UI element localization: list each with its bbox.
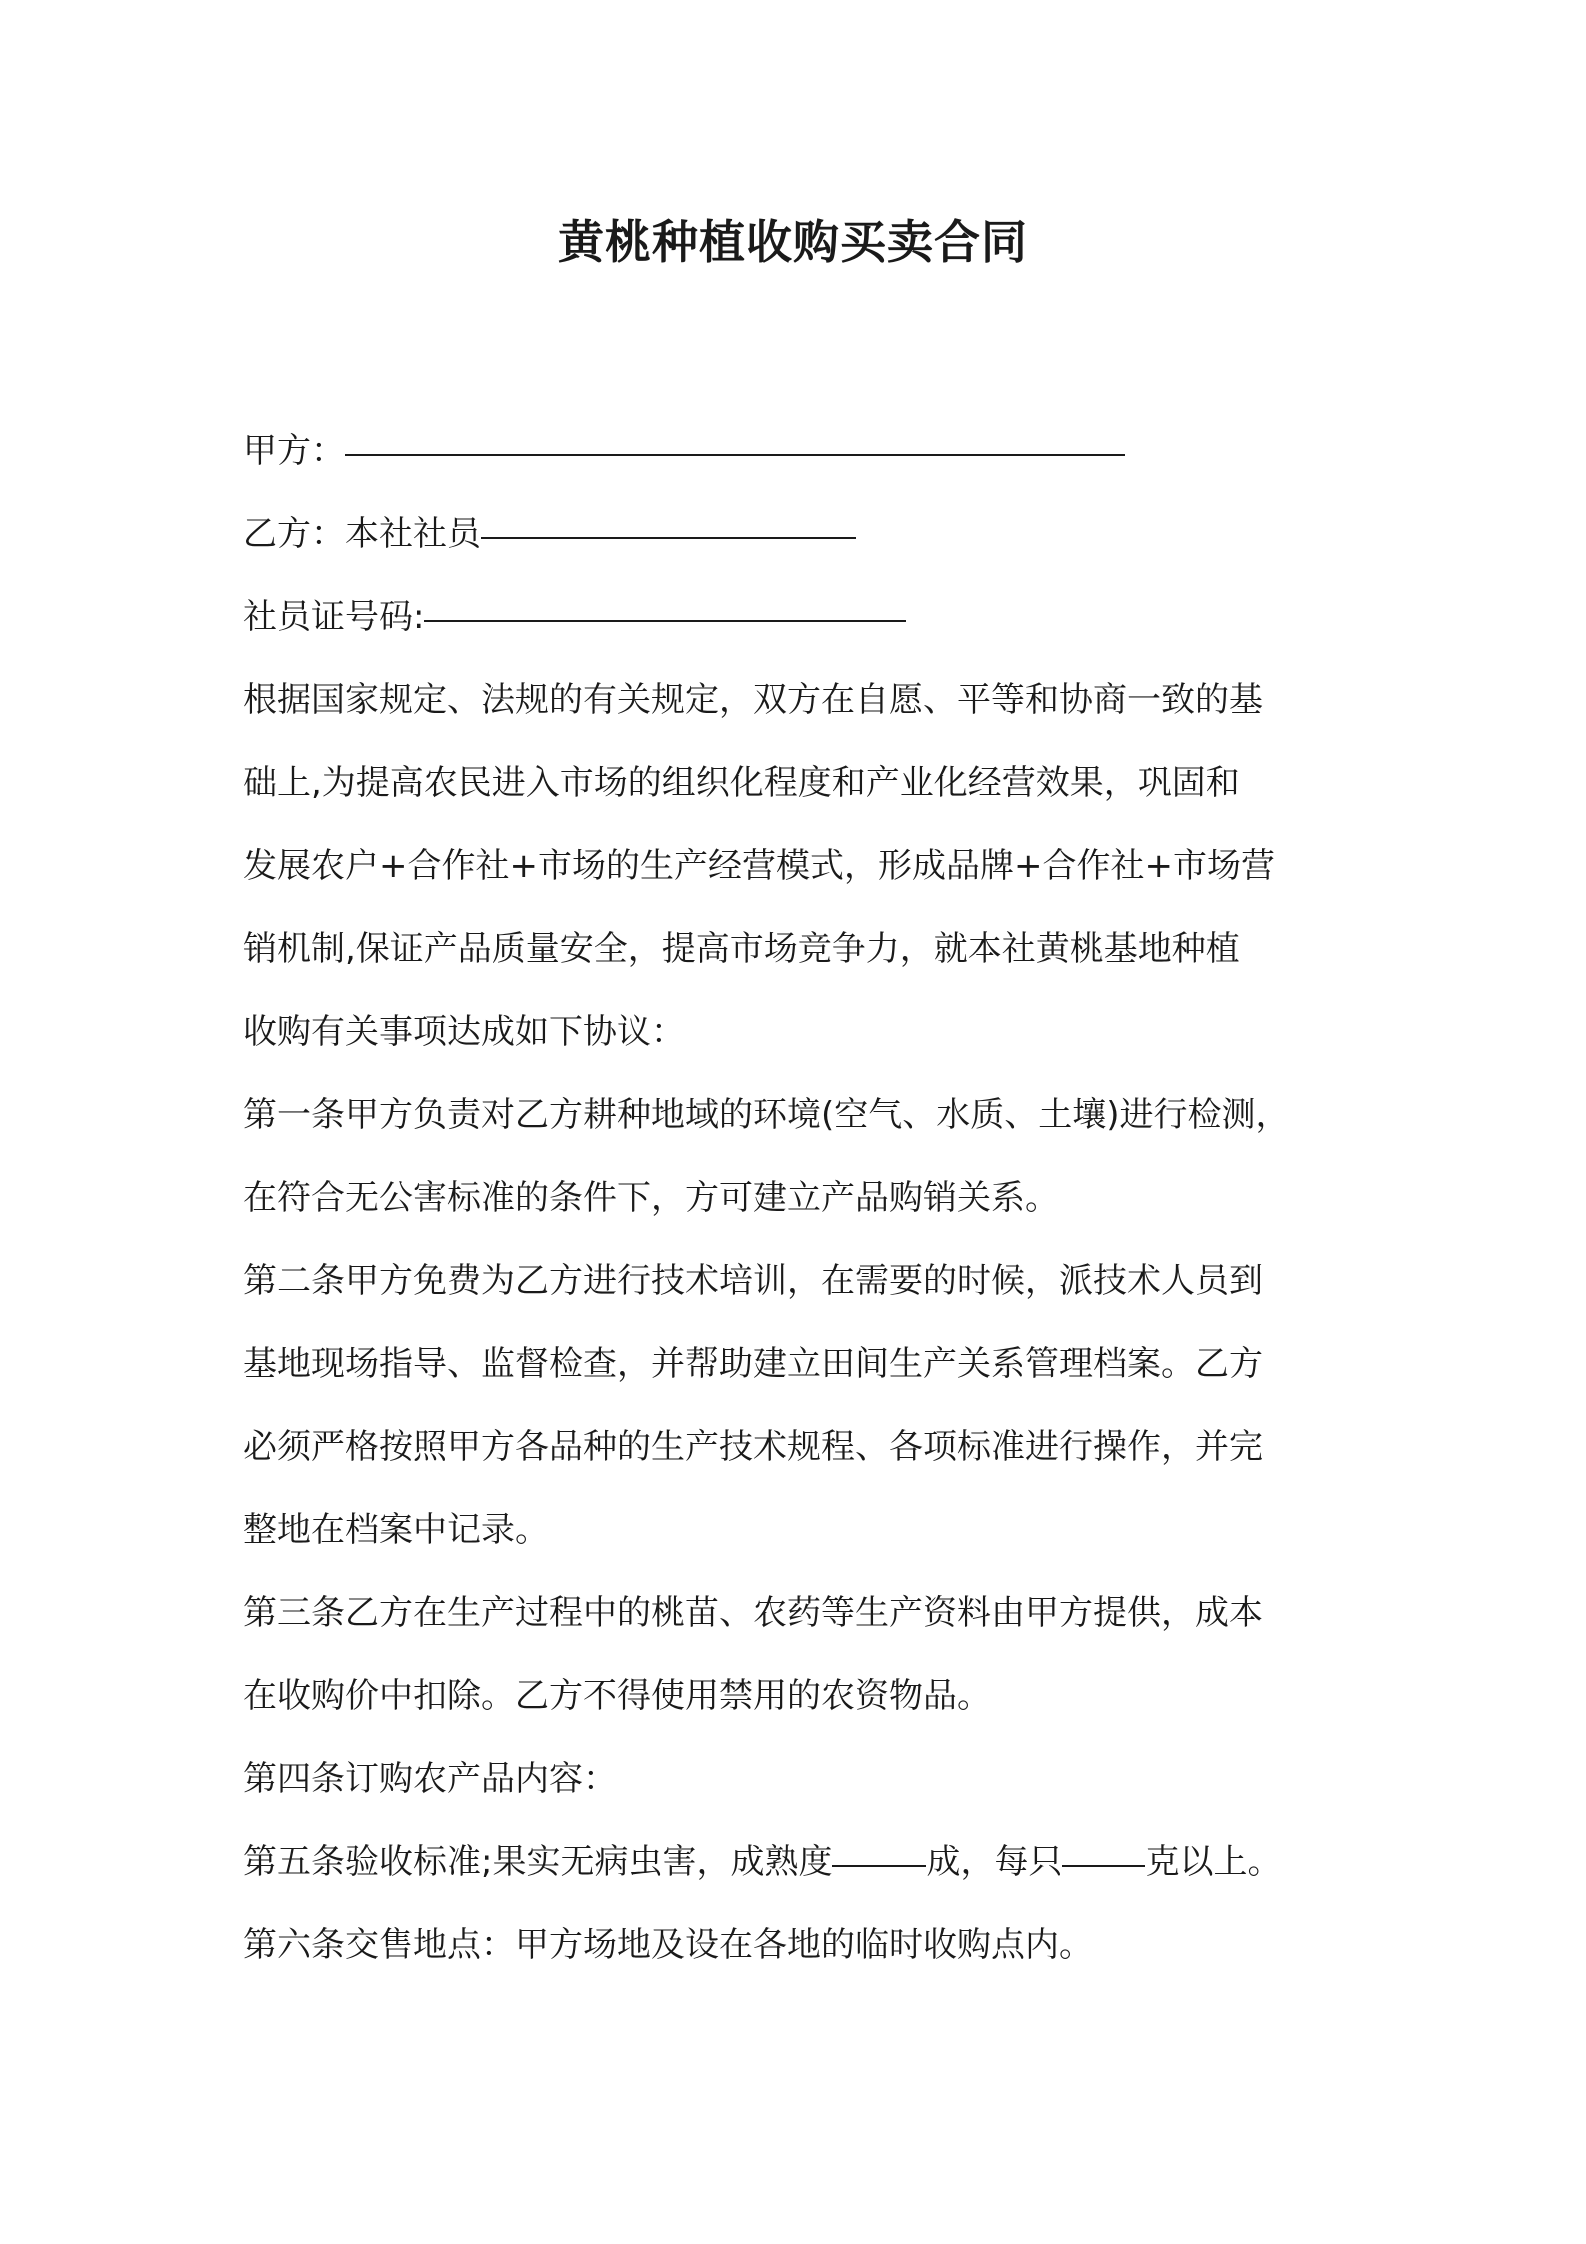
article5-text-2: 成，每只: [926, 1842, 1063, 1882]
weight-blank: [1062, 1815, 1145, 1867]
article1-line: 在符合无公害标准的条件下，方可建立产品购销关系。: [243, 1178, 1059, 1218]
article2-line: 整地在档案中记录。: [243, 1510, 549, 1550]
intro-line: 销机制,保证产品质量安全，提高市场竞争力，就本社黄桃基地种植: [243, 929, 1240, 969]
party-b-blank: [481, 487, 856, 539]
article3-line: 第三条乙方在生产过程中的桃苗、农药等生产资料由甲方提供，成本: [243, 1593, 1263, 1633]
article5-text-1: 第五条验收标准;果实无病虫害，成熟度: [243, 1842, 833, 1882]
member-id-label: 社员证号码:: [243, 597, 425, 637]
document-title: 黄桃种植收购买卖合同: [558, 215, 1028, 269]
article6-line: 第六条交售地点：甲方场地及设在各地的临时收购点内。: [243, 1925, 1093, 1965]
article5-text-3: 克以上。: [1145, 1842, 1282, 1882]
article4-line: 第四条订购农产品内容：: [243, 1759, 617, 1799]
article2-line: 基地现场指导、监督检查，并帮助建立田间生产关系管理档案。乙方: [243, 1344, 1263, 1384]
party-a-line: [243, 410, 1363, 493]
party-a-label: 甲方：: [243, 431, 345, 471]
intro-line: 根据国家规定、法规的有关规定，双方在自愿、平等和协商一致的基: [243, 680, 1263, 720]
party-b-line: [243, 493, 1363, 576]
intro-line: 发展农户+合作社+市场的生产经营模式，形成品牌+合作社+市场营: [243, 846, 1275, 886]
member-id-line: [243, 576, 1363, 659]
article2-line: 第二条甲方免费为乙方进行技术培训，在需要的时候，派技术人员到: [243, 1261, 1263, 1301]
article3-line: 在收购价中扣除。乙方不得使用禁用的农资物品。: [243, 1676, 991, 1716]
article1-line: 第一条甲方负责对乙方耕种地域的环境(空气、水质、土壤)进行检测，: [243, 1095, 1290, 1135]
party-a-blank: [345, 404, 1125, 456]
intro-line: 础上,为提高农民进入市场的组织化程度和产业化经营效果，巩固和: [243, 763, 1240, 803]
member-id-blank: [424, 570, 906, 622]
ripeness-blank: [832, 1815, 926, 1867]
intro-line: 收购有关事项达成如下协议：: [243, 1012, 685, 1052]
article2-line: 必须严格按照甲方各品种的生产技术规程、各项标准进行操作，并完: [243, 1427, 1263, 1467]
document-body: [243, 410, 1363, 1987]
party-b-label: 乙方：本社社员: [243, 514, 481, 554]
article5-line: [243, 1821, 1363, 1904]
